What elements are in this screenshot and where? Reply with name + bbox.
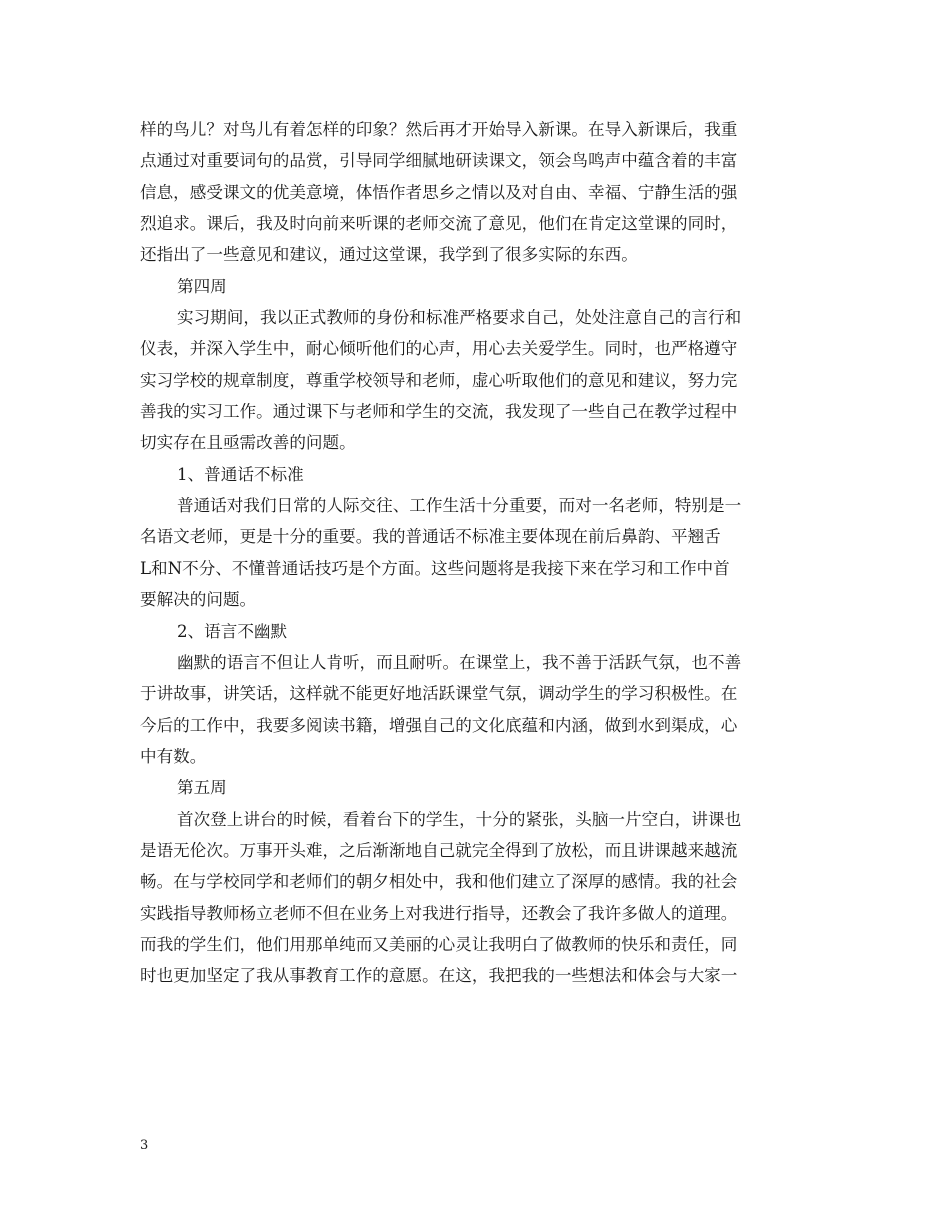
text-line: 善我的实习工作。通过课下与老师和学生的交流，我发现了一些自己在教学过程中 <box>140 402 738 422</box>
text-line: 烈追求。课后，我及时向前来听课的老师交流了意见，他们在肯定这堂课的同时， <box>140 214 738 234</box>
text-line: 实践指导教师杨立老师不但在业务上对我进行指导，还教会了我许多做人的道理。 <box>140 903 738 923</box>
text-line: 第五周 <box>177 778 227 798</box>
text-line: 是语无伦次。万事开头难，之后渐渐地自己就完全得到了放松，而且讲课越来越流 <box>140 840 738 860</box>
text-line: L和N不分、不懂普通话技巧是个方面。这些问题将是我接下来在学习和工作中首 <box>140 558 730 578</box>
text-line: 畅。在与学校同学和老师们的朝夕相处中，我和他们建立了深厚的感情。我的社会 <box>140 872 738 892</box>
text-line: 时也更加坚定了我从事教育工作的意愿。在这，我把我的一些想法和体会与大家一 <box>140 966 738 986</box>
text-line: 而我的学生们，他们用那单纯而又美丽的心灵让我明白了做教师的快乐和责任，同 <box>140 934 738 954</box>
text-line: 第四周 <box>177 276 227 296</box>
text-line: 仪表，并深入学生中，耐心倾听他们的心声，用心去关爱学生。同时，也严格遵守 <box>140 339 738 359</box>
text-line: 要解决的问题。 <box>140 590 257 610</box>
text-line: 首次登上讲台的时候，看着台下的学生，十分的紧张，头脑一片空白，讲课也 <box>177 809 742 829</box>
text-line: 今后的工作中，我要多阅读书籍，增强自己的文化底蕴和内涵，做到水到渠成，心 <box>140 715 738 735</box>
text-line: 切实存在且亟需改善的问题。 <box>140 433 356 453</box>
text-line: 幽默的语言不但让人肯听，而且耐听。在课堂上，我不善于活跃气氛，也不善 <box>177 652 742 672</box>
text-line: 还指出了一些意见和建议，通过这堂课，我学到了很多实际的东西。 <box>140 245 638 265</box>
text-line: 中有数。 <box>140 746 207 766</box>
text-line: 1、普通话不标准 <box>177 464 304 484</box>
text-line: 点通过对重要词句的品赏，引导同学细腻地研读课文，领会鸟鸣声中蕴含着的丰富 <box>140 151 738 171</box>
text-line: 实习期间，我以正式教师的身份和标准严格要求自己，处处注意自己的言行和 <box>177 308 742 328</box>
text-line: 2、语言不幽默 <box>177 621 288 641</box>
text-line: 于讲故事，讲笑话，这样就不能更好地活跃课堂气氛，调动学生的学习积极性。在 <box>140 684 738 704</box>
page-number: 3 <box>140 1138 149 1153</box>
text-line: 普通话对我们日常的人际交往、工作生活十分重要，而对一名老师，特别是一 <box>177 496 742 516</box>
text-line: 信息，感受课文的优美意境，体悟作者思乡之情以及对自由、幸福、宁静生活的强 <box>140 182 738 202</box>
text-line: 样的鸟儿？对鸟儿有着怎样的印象？然后再才开始导入新课。在导入新课后，我重 <box>140 120 738 139</box>
body-text <box>140 114 815 992</box>
text-line: 名语文老师，更是十分的重要。我的普通话不标准主要体现在前后鼻韵、平翘舌 <box>140 527 721 547</box>
text-line: 实习学校的规章制度，尊重学校领导和老师，虚心听取他们的意见和建议，努力完 <box>140 370 738 390</box>
